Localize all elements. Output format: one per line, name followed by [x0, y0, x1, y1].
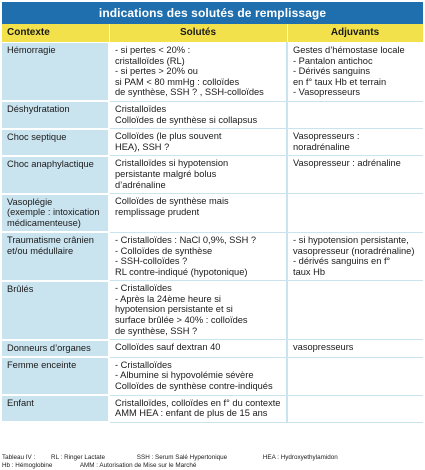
cell-line: Colloïdes sauf dextran 40 [115, 342, 221, 353]
cell-line: Vasopresseur : adrénaline [293, 158, 401, 169]
cell-line: - Cristalloïdes [115, 359, 172, 370]
table-row [2, 340, 423, 358]
cell-line: si PAM < 80 mmHg : colloïdes [115, 76, 240, 87]
cell-line: Gestes d’hémostase locale [293, 45, 405, 55]
table-row [2, 357, 423, 395]
cell-line: surface brûlée > 40% : colloïdes [115, 315, 248, 326]
cell-line: vasopresseur (noradrénaline) [293, 245, 415, 256]
adjuvants-cell [287, 101, 423, 128]
solutes-cell [109, 101, 287, 128]
cell-line: HEA), SSH ? [115, 141, 170, 152]
context-cell [2, 281, 109, 340]
header-contexte: Contexte [2, 24, 109, 43]
table-title: indications des solutés de remplissage [2, 2, 423, 24]
cell-line: de synthèse, SSH ? [115, 325, 198, 336]
cell-line: AMM HEA : enfant de plus de 15 ans [115, 408, 268, 419]
footnote [2, 454, 423, 470]
cell-line: médicamenteuse) [7, 217, 81, 228]
cell-line: Choc anaphylactique [7, 158, 94, 169]
adjuvants-cell [287, 395, 423, 422]
cell-line: - si hypotension persistante, [293, 234, 409, 245]
table-row [2, 232, 423, 280]
context-cell [2, 395, 109, 422]
cell-line: - si pertes < 20% : [115, 45, 191, 55]
cell-line: - dérivés sanguins en f° [293, 256, 391, 267]
table-body [2, 43, 423, 423]
table-row [2, 156, 423, 194]
cell-line: cristalloïdes (RL) [115, 55, 185, 66]
cell-line: - Cristalloïdes : NaCl 0,9%, SSH ? [115, 234, 257, 245]
footnote-tableau: Tableau IV : [2, 454, 36, 461]
adjuvants-cell [287, 357, 423, 395]
footnote-line-1 [2, 454, 423, 462]
cell-line: Vasoplégie [7, 196, 53, 207]
cell-line: Colloïdes (le plus souvent [115, 131, 222, 142]
cell-line: et/ou médullaire [7, 246, 74, 256]
cell-line: Colloïdes de synthèse si collapsus [115, 114, 258, 125]
header-solutes: Solutés [109, 24, 287, 43]
cell-line: vasopresseurs [293, 342, 354, 353]
cell-line: RL contre-indiqué (hypotonique) [115, 266, 248, 277]
adjuvants-cell [287, 194, 423, 233]
cell-line: Choc septique [7, 131, 67, 142]
footnote-amm: AMM : Autorisation de Mise sur le Marché [79, 462, 197, 469]
context-cell [2, 129, 109, 156]
context-cell [2, 43, 109, 102]
solutes-cell [109, 43, 287, 102]
context-cell [2, 101, 109, 128]
adjuvants-cell [287, 340, 423, 358]
table-row [2, 43, 423, 102]
header-adjuvants: Adjuvants [287, 24, 423, 43]
solutes-cell [109, 357, 287, 395]
cell-line: Hémorragie [7, 45, 56, 55]
cell-line: - Après la 24ème heure si [115, 293, 221, 304]
solutes-cell [109, 232, 287, 280]
adjuvants-cell [287, 129, 423, 156]
indications-table [2, 24, 424, 423]
adjuvants-cell [287, 43, 423, 102]
footnote-ssh: SSH : Serum Salé Hypertonique [136, 454, 228, 461]
context-cell [2, 232, 109, 280]
cell-line: - si pertes > 20% ou [115, 66, 198, 77]
footnote-line-2 [2, 462, 423, 470]
cell-line: Cristalloïdes, colloïdes en f° du contexte [115, 397, 281, 408]
cell-line: Cristalloïdes si hypotension [115, 158, 229, 169]
adjuvants-cell [287, 232, 423, 280]
cell-line: - Vasopresseurs [293, 87, 360, 98]
adjuvants-cell [287, 156, 423, 194]
cell-line: hypotension persistante et si [115, 304, 233, 315]
footnote-hea: HEA : Hydroxyethylamidon [262, 454, 338, 461]
context-cell [2, 357, 109, 395]
cell-line: - Dérivés sanguins [293, 66, 370, 77]
cell-line: - Cristalloïdes [115, 283, 172, 294]
cell-line: - SSH-colloïdes ? [115, 256, 188, 267]
context-cell [2, 340, 109, 358]
cell-line: Colloïdes de synthèse contre-indiqués [115, 381, 273, 392]
adjuvants-cell [287, 281, 423, 340]
solutes-cell [109, 129, 287, 156]
cell-line: (exemple : intoxication [7, 207, 100, 218]
table-row [2, 395, 423, 422]
table-row [2, 101, 423, 128]
cell-line: Enfant [7, 398, 34, 409]
solutes-cell [109, 194, 287, 233]
table-row [2, 129, 423, 156]
context-cell [2, 156, 109, 194]
cell-line: Femme enceinte [7, 360, 77, 371]
cell-line: en f° taux Hb et terrain [293, 76, 387, 87]
table-row [2, 194, 423, 233]
footnote-rl: RL : Ringer Lactate [51, 454, 106, 461]
cell-line: noradrénaline [293, 141, 350, 152]
cell-line: - Albumine si hypovolémie sévère [115, 370, 254, 381]
cell-line: Colloïdes de synthèse mais [115, 196, 229, 207]
solutes-cell [109, 340, 287, 358]
cell-line: taux Hb [293, 266, 326, 277]
cell-line: Cristalloïdes [115, 103, 167, 114]
footnote-hb: Hb : Hémoglobine [2, 462, 53, 469]
cell-line: Brûlés [7, 283, 34, 294]
solutes-cell [109, 156, 287, 194]
cell-line: Vasopresseurs : [293, 131, 360, 142]
cell-line: Traumatisme crânien [7, 235, 94, 246]
header-row [2, 24, 423, 43]
cell-line: remplissage prudent [115, 206, 200, 217]
cell-line: Déshydratation [7, 104, 70, 115]
cell-line: - Pantalon antichoc [293, 55, 373, 66]
context-cell [2, 194, 109, 233]
table-row [2, 281, 423, 340]
cell-line: persistante malgré bolus [115, 168, 217, 179]
cell-line: - Colloïdes de synthèse [115, 245, 213, 256]
cell-line: Donneurs d’organes [7, 342, 91, 353]
cell-line: de synthèse, SSH ? , SSH-colloïdes [115, 87, 264, 98]
cell-line: d’adrénaline [115, 179, 166, 190]
solutes-cell [109, 281, 287, 340]
solutes-cell [109, 395, 287, 422]
